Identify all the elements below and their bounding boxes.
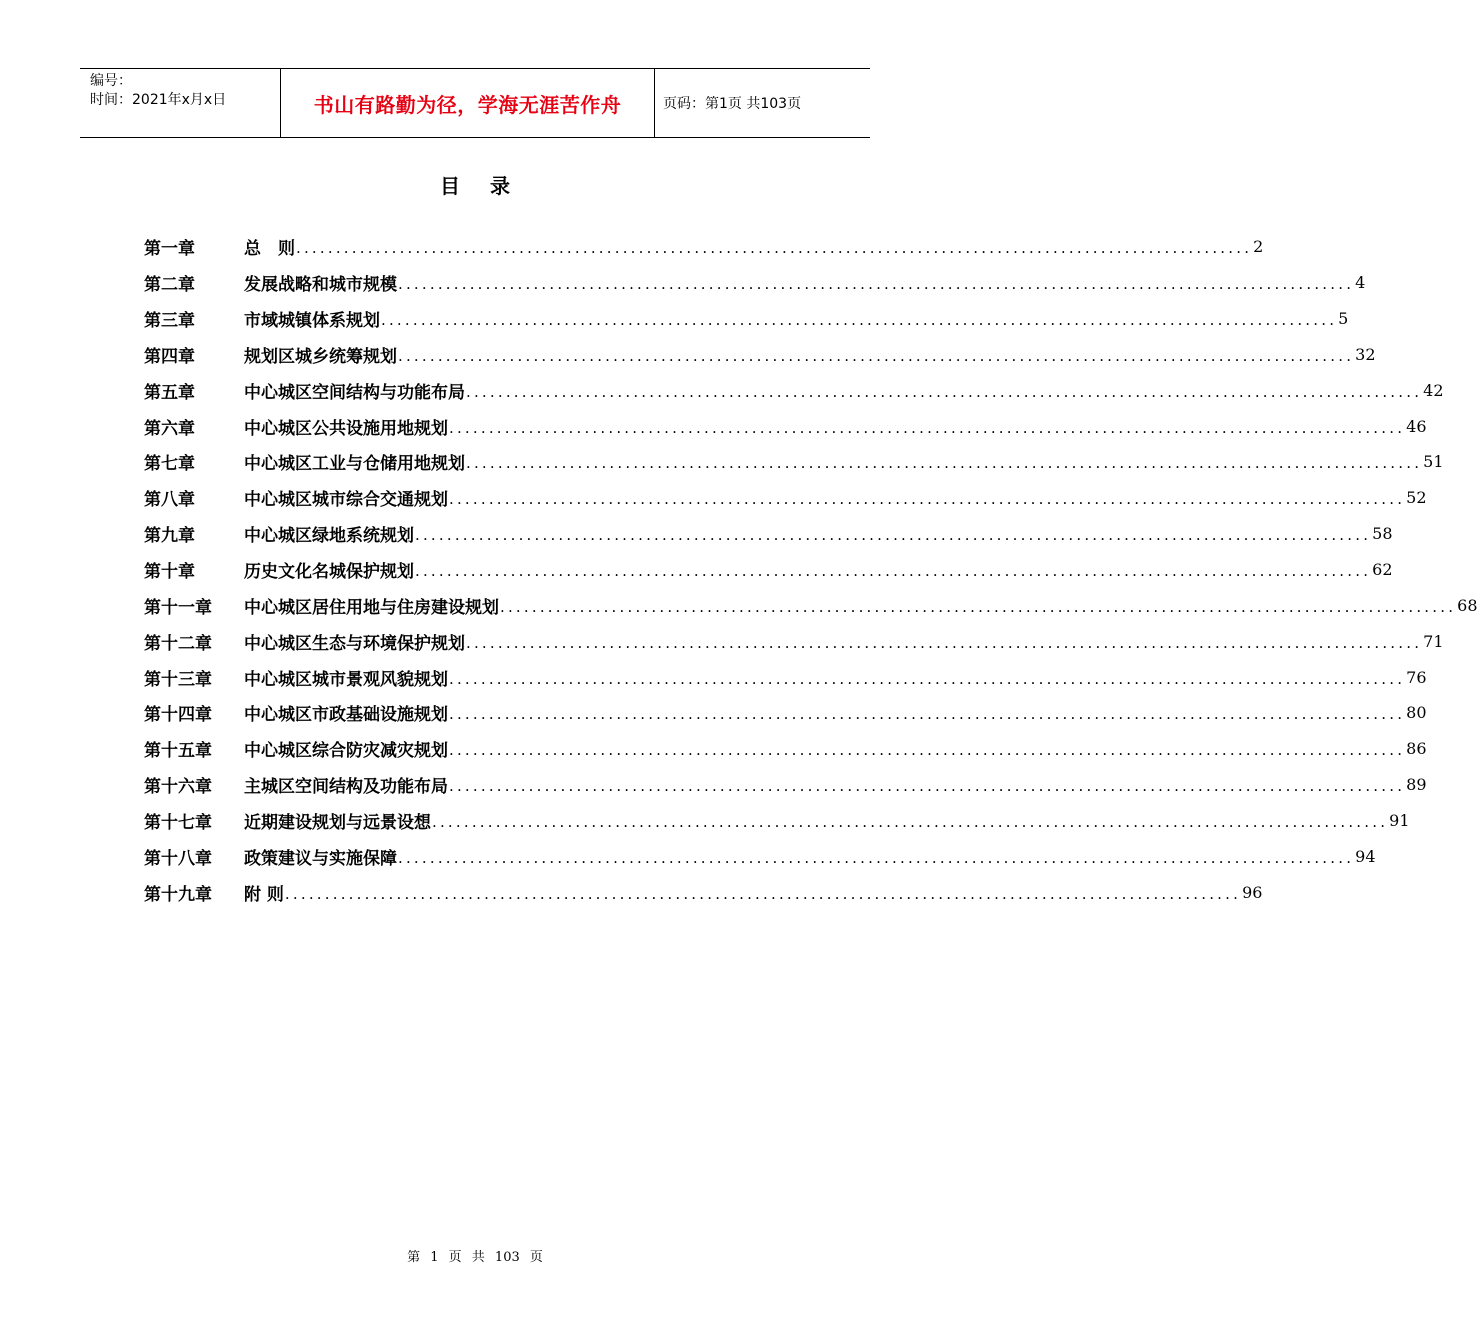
toc-entry — [144, 337, 1376, 373]
toc-chapter-number: 第十六章 — [144, 777, 212, 798]
toc-chapter-title: 中心城区绿地系统规划 — [244, 526, 414, 547]
toc-page-number: 71 — [1423, 631, 1444, 651]
toc-dot-leader: ........................................................................................................................ — [415, 562, 1372, 581]
toc-chapter-title: 总 则 — [244, 239, 295, 260]
toc-entry — [144, 372, 1444, 408]
toc-chapter-number: 第十章 — [144, 562, 195, 583]
toc-chapter-number: 第二章 — [144, 275, 195, 296]
toc-dot-leader: ........................................................................................................................ — [466, 633, 1423, 652]
number-label: 编号： — [90, 73, 132, 89]
toc-dot-leader: ........................................................................................................................ — [284, 884, 1242, 903]
toc-dot-leader: ........................................................................................................................ — [398, 275, 1355, 294]
toc-chapter-title: 中心城区城市综合交通规划 — [244, 490, 448, 511]
toc-chapter-number: 第九章 — [144, 526, 195, 547]
toc-page-number: 96 — [1242, 882, 1263, 902]
toc-chapter-number: 第十七章 — [144, 812, 212, 833]
toc-page-number: 80 — [1406, 703, 1427, 723]
toc-chapter-title: 中心城区市政基础设施规划 — [244, 705, 448, 726]
toc-chapter-number: 第十九章 — [144, 884, 212, 905]
toc-page-number: 94 — [1355, 846, 1376, 866]
toc-entry — [144, 623, 1444, 659]
toc-chapter-title: 附 则 — [244, 884, 284, 905]
toc-dot-leader: ........................................................................................................................ — [398, 346, 1355, 365]
toc-chapter-title: 中心城区居住用地与住房建设规划 — [244, 597, 499, 618]
toc-entry — [144, 767, 1427, 803]
toc-entry — [144, 874, 1263, 910]
toc-chapter-number: 第八章 — [144, 490, 195, 511]
header-motto-cell — [281, 69, 655, 137]
toc-entry — [144, 265, 1366, 301]
toc-page-number: 86 — [1406, 739, 1427, 759]
table-of-contents — [144, 229, 1478, 910]
toc-chapter-title: 发展战略和城市规模 — [244, 275, 397, 296]
toc-dot-leader: ........................................................................................................................ — [398, 848, 1355, 867]
toc-chapter-number: 第七章 — [144, 454, 195, 475]
toc-entry — [144, 803, 1410, 839]
header-meta — [80, 69, 281, 137]
toc-chapter-title: 中心城区空间结构与功能布局 — [244, 382, 465, 403]
toc-page-number: 4 — [1355, 273, 1366, 293]
toc-chapter-title: 规划区城乡统筹规划 — [244, 346, 397, 367]
page-footer: 第 1 页 共 103 页 — [407, 1250, 543, 1265]
toc-dot-leader: ........................................................................................................................ — [449, 741, 1406, 760]
toc-entry — [144, 587, 1478, 623]
toc-page-number: 76 — [1406, 667, 1427, 687]
toc-entry — [144, 444, 1444, 480]
toc-chapter-title: 中心城区工业与仓储用地规划 — [244, 454, 465, 475]
toc-entry — [144, 695, 1427, 731]
toc-page-number: 51 — [1423, 452, 1444, 472]
toc-entry — [144, 659, 1427, 695]
toc-dot-leader: ........................................................................................................................ — [449, 418, 1406, 437]
toc-chapter-number: 第十四章 — [144, 705, 212, 726]
toc-page-number: 32 — [1355, 344, 1376, 364]
motto: 书山有路勤为径，学海无涯苦作舟 — [313, 92, 622, 117]
toc-entry — [144, 480, 1427, 516]
toc-chapter-number: 第十八章 — [144, 848, 212, 869]
toc-chapter-title: 市域城镇体系规划 — [244, 311, 380, 332]
toc-page-number: 91 — [1389, 810, 1410, 830]
page-info: 页码：第1页 共103页 — [663, 96, 802, 112]
toc-entry — [144, 731, 1427, 767]
toc-dot-leader: ........................................................................................................................ — [449, 777, 1406, 796]
toc-entry — [144, 301, 1349, 337]
toc-page-number: 52 — [1406, 488, 1427, 508]
toc-page-number: 68 — [1457, 595, 1478, 615]
toc-dot-leader: ........................................................................................................................ — [449, 669, 1406, 688]
toc-dot-leader: ........................................................................................................................ — [500, 597, 1457, 616]
toc-dot-leader: ........................................................................................................................ — [381, 311, 1338, 330]
time-text: 时间：2021年x月x日 — [90, 92, 227, 108]
toc-dot-leader: ........................................................................................................................ — [449, 705, 1406, 724]
toc-chapter-number: 第一章 — [144, 239, 195, 260]
toc-chapter-title: 历史文化名城保护规划 — [244, 562, 414, 583]
toc-chapter-title: 主城区空间结构及功能布局 — [244, 777, 448, 798]
toc-page-number: 58 — [1372, 524, 1393, 544]
header-page-info-cell — [655, 69, 870, 137]
toc-chapter-title: 中心城区生态与环境保护规划 — [244, 633, 465, 654]
toc-entry — [144, 516, 1393, 552]
toc-chapter-number: 第十一章 — [144, 597, 212, 618]
toc-entry — [144, 408, 1427, 444]
toc-chapter-title: 中心城区公共设施用地规划 — [244, 418, 448, 439]
toc-chapter-number: 第三章 — [144, 311, 195, 332]
toc-chapter-title: 近期建设规划与远景设想 — [244, 812, 431, 833]
toc-chapter-title: 中心城区综合防灾减灾规划 — [244, 741, 448, 762]
toc-chapter-title: 中心城区城市景观风貌规划 — [244, 669, 448, 690]
toc-entry — [144, 229, 1264, 265]
toc-page-number: 62 — [1372, 560, 1393, 580]
toc-entry — [144, 838, 1376, 874]
toc-chapter-number: 第四章 — [144, 346, 195, 367]
toc-page-number: 89 — [1406, 775, 1427, 795]
toc-chapter-number: 第六章 — [144, 418, 195, 439]
toc-dot-leader: ........................................................................................................................ — [296, 239, 1253, 258]
toc-dot-leader: ........................................................................................................................ — [432, 812, 1389, 831]
toc-dot-leader: ........................................................................................................................ — [449, 490, 1406, 509]
toc-dot-leader: ........................................................................................................................ — [466, 454, 1423, 473]
toc-chapter-title: 政策建议与实施保障 — [244, 848, 397, 869]
toc-chapter-number: 第十三章 — [144, 669, 212, 690]
toc-entry — [144, 552, 1393, 588]
toc-page-number: 2 — [1253, 237, 1264, 257]
toc-chapter-number: 第五章 — [144, 382, 195, 403]
toc-page-number: 5 — [1338, 309, 1349, 329]
toc-chapter-number: 第十二章 — [144, 633, 212, 654]
toc-title: 目录 — [440, 174, 540, 198]
toc-dot-leader: ........................................................................................................................ — [466, 382, 1423, 401]
toc-chapter-number: 第十五章 — [144, 741, 212, 762]
toc-dot-leader: ........................................................................................................................ — [415, 526, 1372, 545]
toc-page-number: 46 — [1406, 416, 1427, 436]
toc-page-number: 42 — [1423, 380, 1444, 400]
header-table — [80, 68, 870, 138]
